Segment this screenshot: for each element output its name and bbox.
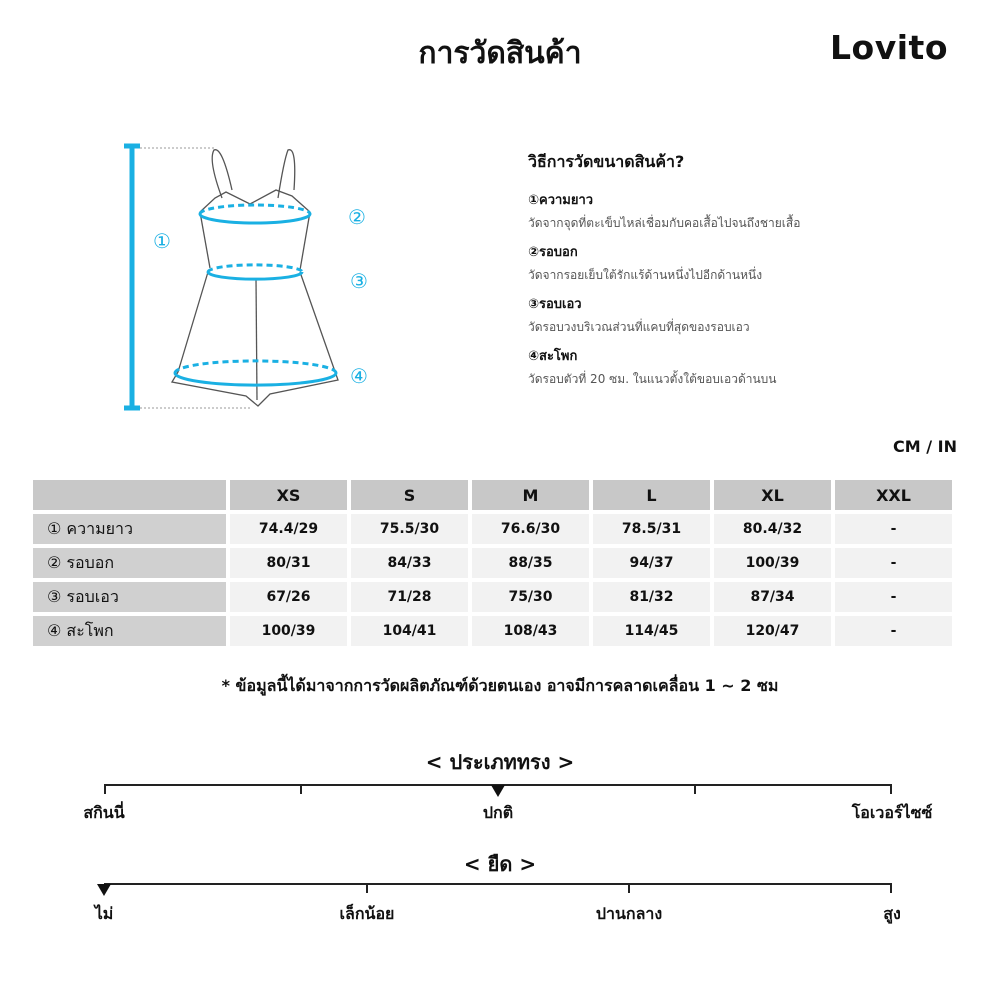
table-cell: 104/41 [351,616,468,646]
fit-label-oversize: โอเวอร์ไซซ์ [851,803,933,822]
stretch-tick [366,883,368,893]
row-label: ③ รอบเอว [33,582,226,612]
row-label: ① ความยาว [33,514,226,544]
table-cell: 67/26 [230,582,347,612]
waist-measure [208,265,302,279]
instruction-name: รอบเอว [539,297,582,312]
table-cell: - [835,582,952,612]
marker-hip: ④ [350,364,368,388]
instruction-item [528,345,968,389]
table-cell: 108/43 [472,616,589,646]
instructions-title: วิธีการวัดขนาดสินค้า? [528,152,685,171]
table-cell: 100/39 [714,548,831,578]
fit-tick [104,784,106,794]
stretch-scale [104,883,892,907]
stretch-tick [890,883,892,893]
instruction-desc: วัดรอบวงบริเวณส่วนที่แคบที่สุดของรอบเอว [528,320,750,334]
column-header: XS [230,480,347,510]
fit-label-skinny: สกินนี่ [83,803,125,822]
table-cell: 120/47 [714,616,831,646]
fit-marker-icon [491,785,505,797]
instruction-item [528,293,968,337]
instruction-name: รอบอก [539,245,578,260]
stretch-title: < ยืด > [463,852,537,876]
table-cell: 76.6/30 [472,514,589,544]
instruction-marker: ① [528,193,540,208]
table-row [33,548,952,578]
table-header-row [33,480,952,510]
hip-measure [175,361,336,385]
table-cell: - [835,616,952,646]
table-cell: 80.4/32 [714,514,831,544]
column-header: L [593,480,710,510]
table-cell: 75.5/30 [351,514,468,544]
table-cell: 78.5/31 [593,514,710,544]
table-cell: 81/32 [593,582,710,612]
table-cell: 94/37 [593,548,710,578]
fit-tick [890,784,892,794]
table-cell: 71/28 [351,582,468,612]
instruction-item [528,189,968,233]
table-cell: - [835,514,952,544]
fit-tick [694,784,696,794]
brand-logo: Lovito [830,28,948,67]
table-corner [33,480,226,510]
column-header: M [472,480,589,510]
instruction-item [528,241,968,285]
column-header: XXL [835,480,952,510]
garment-diagram [120,135,380,425]
instruction-desc: วัดจากจุดที่ตะเข็บไหล่เชื่อมกับคอเสื้อไปจนถึงชายเสื้อ [528,216,801,230]
marker-waist: ③ [350,269,368,293]
row-label: ② รอบอก [33,548,226,578]
stretch-marker-icon [97,884,111,896]
units-label: CM / IN [893,437,957,456]
table-row [33,616,952,646]
column-header: XL [714,480,831,510]
table-cell: 87/34 [714,582,831,612]
table-cell: 75/30 [472,582,589,612]
instruction-desc: วัดจากรอยเย็บใต้รักแร้ด้านหนึ่งไปอีกด้านหนึ่ง [528,268,763,282]
measurement-note: * ข้อมูลนี้ได้มาจากการวัดผลิตภัณฑ์ด้วยตนเอง อาจมีการคลาดเคลื่อน 1 ~ 2 ซม [221,676,779,695]
table-cell: 84/33 [351,548,468,578]
column-header: S [351,480,468,510]
page-title: การวัดสินค้า [418,36,582,71]
fit-title: < ประเภททรง > [425,750,575,774]
stretch-label-slight: เล็กน้อย [339,904,395,923]
instruction-marker: ④ [528,349,540,364]
table-row [33,582,952,612]
stretch-tick [628,883,630,893]
table-row [33,514,952,544]
stretch-label-high: สูง [883,904,901,923]
length-measure [124,146,140,408]
table-cell: - [835,548,952,578]
instruction-marker: ③ [528,297,540,312]
instruction-name: สะโพก [539,349,578,364]
fit-label-regular: ปกติ [482,803,514,822]
instruction-name: ความยาว [539,193,594,208]
table-cell: 80/31 [230,548,347,578]
table-cell: 114/45 [593,616,710,646]
measure-instructions [528,150,968,397]
size-table [29,476,956,650]
marker-bust: ② [348,205,366,229]
stretch-label-medium: ปานกลาง [595,904,663,923]
instruction-desc: วัดรอบตัวที่ 20 ซม. ในแนวตั้งใต้ขอบเอวด้านบน [528,372,777,386]
bust-measure [200,205,310,223]
marker-length: ① [153,229,171,253]
stretch-label-none: ไม่ [94,904,114,923]
stretch-scale-line [104,883,892,885]
table-cell: 88/35 [472,548,589,578]
table-cell: 74.4/29 [230,514,347,544]
fit-tick [300,784,302,794]
row-label: ④ สะโพก [33,616,226,646]
instruction-marker: ② [528,245,540,260]
table-cell: 100/39 [230,616,347,646]
